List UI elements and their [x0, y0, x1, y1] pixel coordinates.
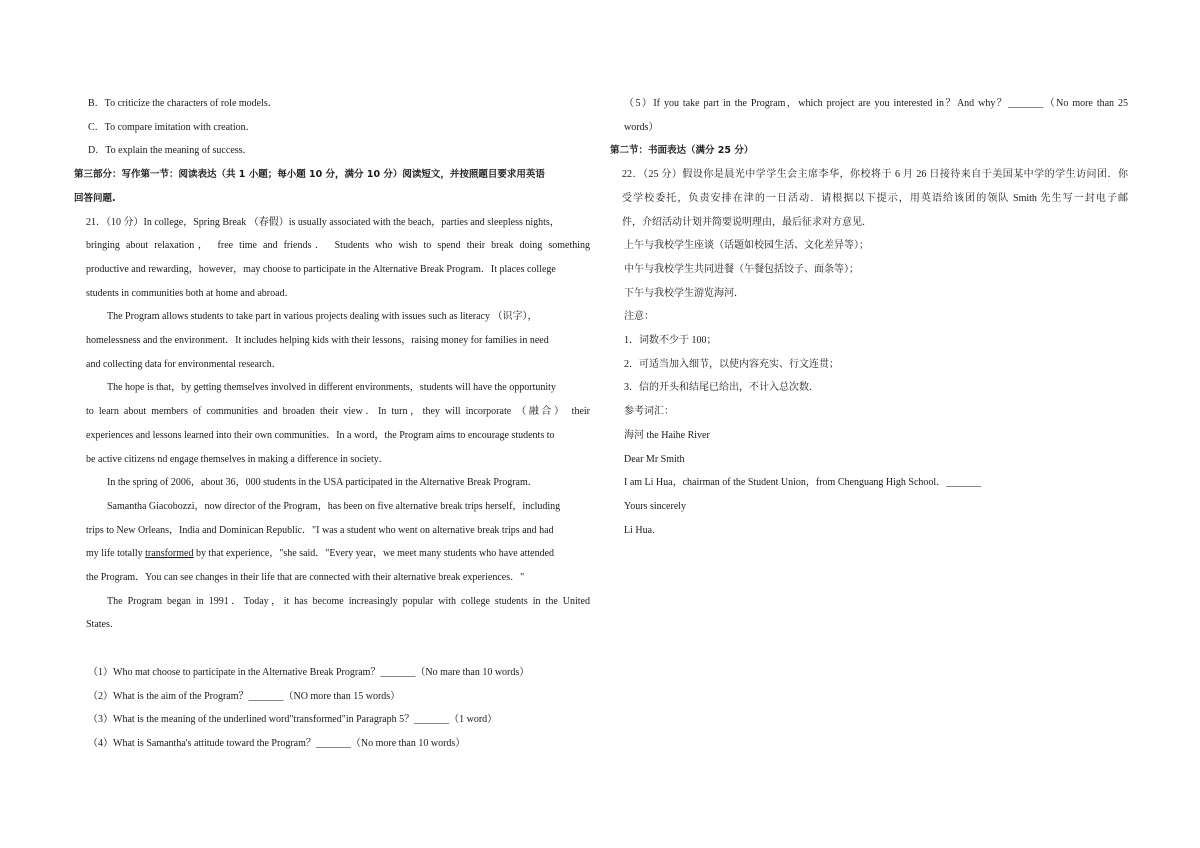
letter-opening: I am Li Hua，chairman of the Student Union，from Chenguang High School．_______	[624, 477, 982, 489]
note-1: 1．词数不少于 100；	[624, 335, 717, 347]
note-2: 2．可适当加入细节，以使内容充实、行文连贯；	[624, 358, 839, 370]
q22-line-1: 22．（25 分）假设你是晨光中学学生会主席李华，你校将于 6 月 26 日接待来自于美国某中学的学生访问团．你	[622, 169, 1128, 181]
vocab-title: 参考词汇：	[624, 406, 674, 418]
right-column	[610, 92, 1128, 542]
option-b: B．To criticize the characters of role models．	[88, 98, 278, 109]
paragraph-3-line-2: to learn about members of communities and broaden their view．In turn，they will incorporate （融合） their	[86, 406, 590, 418]
vocab-item: 海河 the Haihe River	[624, 429, 710, 441]
section-heading-reading-expression: 第三部分：写作第一节：阅读表达（共 1 小题；每小题 10 分，满分 10 分）阅读短文，并按照题目要求用英语	[74, 169, 545, 181]
paragraph-3-line-3: experiences and lessons learned into their own communities．In a word，the Program aims to encourage students to	[86, 429, 555, 441]
paragraph-5-line-4: the Program．You can see changes in their life that are connected with their alternative break experiences．"	[86, 572, 525, 584]
notes-title: 注意：	[624, 311, 654, 323]
paragraph-2-line-2: homelessness and the environment．It includes helping kids with their lessons，raising money for families in need	[86, 335, 549, 347]
paragraph-2-line-3: and collecting data for environmental research．	[86, 358, 282, 370]
plan-noon: 中午与我校学生共同进餐（午餐包括饺子、面条等）；	[624, 263, 859, 275]
paragraph-3-line-4: be active citizens nd engage themselves in making a difference in society．	[86, 453, 389, 465]
option-d: D．To explain the meaning of success．	[88, 145, 253, 157]
question-2: （2）What is the aim of the Program？_______（NO more than 15 words）	[88, 690, 401, 702]
question-5-line-1: （5）If you take part in the Program，which project are you interested in？And why？_______（No more than 25	[624, 98, 1128, 109]
letter-closing: Yours sincerely	[624, 500, 687, 512]
letter-signature: Li Hua．	[624, 524, 663, 536]
paragraph-4-line-1: In the spring of 2006，about 36，000 students in the USA participated in the Alternative Break Program．	[107, 477, 538, 489]
paragraph-5-line-1: Samantha Giacobozzi，now director of the Program，has been on five alternative break trips herself，including	[107, 500, 561, 512]
letter-salutation: Dear Mr Smith	[624, 453, 685, 465]
section-heading-reading-expression-cont: 回答问题.	[74, 192, 116, 204]
paragraph-3-line-1: The hope is that，by getting themselves involved in different environments，students will have the opportunity	[107, 382, 556, 394]
plan-morning: 上午与我校学生座谈（话题如校园生活、文化差异等）；	[624, 240, 869, 252]
section-heading-writing: 第二节：书面表达（满分 25 分）	[610, 145, 754, 157]
paragraph-2-line-1: The Program allows students to take part in various projects dealing with issues such as literacy （识字），	[107, 311, 538, 323]
q21-line-4: students in communities both at home and abroad．	[86, 287, 295, 299]
q22-line-3: 件，介绍活动计划并简要说明理由，最后征求对方意见．	[622, 216, 872, 228]
spacer	[74, 637, 590, 661]
question-5-line-2: words）	[624, 121, 659, 133]
left-column	[74, 92, 590, 756]
question-4: （4）What is Samantha's attitude toward the Program？_______（No more than 10 words）	[88, 737, 466, 749]
q21-line-3: productive and rewarding，however，may choose to participate in the Alternative Break Program．It places college	[86, 263, 556, 275]
paragraph-6-line-2: States．	[86, 619, 120, 631]
q21-line-1: 21．（10 分）In college，Spring Break （春假）is usually associated with the beach，parties and sleepless nights，	[86, 216, 560, 228]
option-c: C．To compare imitation with creation．	[88, 121, 256, 133]
paragraph-6-line-1: The Program began in 1991．Today，it has become increasingly popular with college students in the United	[107, 595, 590, 607]
p5-line3-post: by that experience，"she said．"Every year，we meet many students who have attended	[193, 548, 555, 560]
q21-line-2: bringing about relaxation， free time and friends． Students who wish to spend their break doing something	[86, 240, 590, 252]
q22-line-2: 受学校委托，负责安排在津的一日活动．请根据以下提示，用英语给该团的领队 Smith 先生写一封电子邮	[622, 192, 1128, 204]
p5-line3-pre: my life totally	[86, 548, 146, 560]
paragraph-5-line-3	[74, 542, 590, 566]
plan-afternoon: 下午与我校学生游览海河．	[624, 287, 744, 299]
note-3: 3．信的开头和结尾已给出，不计入总次数．	[624, 382, 819, 394]
paragraph-5-line-2: trips to New Orleans，India and Dominican Republic．"I was a student who went on alternative break trips and had	[86, 524, 554, 536]
underlined-word-transformed: transformed	[145, 548, 194, 560]
question-3: （3）What is the meaning of the underlined word"transformed"in Paragraph 5？_______（1 word）	[88, 714, 498, 726]
question-1: （1）Who mat choose to participate in the Alternative Break Program？_______（No mare than 10 words）	[88, 666, 530, 678]
